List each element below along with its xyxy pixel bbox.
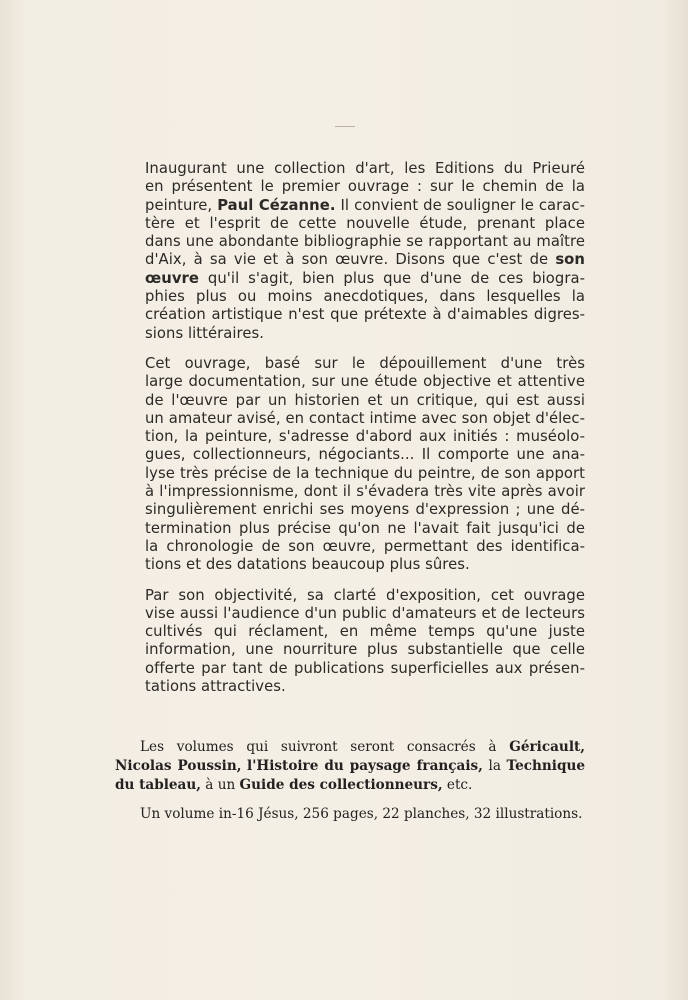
text-fragment: Les volumes qui suivront seront consacrés à <box>140 739 497 755</box>
text-line: offerte par tant de publications superficielles aux présen- <box>145 659 585 677</box>
text-line <box>145 270 585 288</box>
text-line: Par son objectivité, sa clarté d'exposition, cet ouvrage <box>145 586 585 604</box>
text-line: sions littéraires. <box>145 324 265 342</box>
bold-emphasis: son <box>555 251 585 269</box>
text-fragment: à un <box>205 777 236 793</box>
bold-title: Nicolas Poussin, <box>115 758 242 774</box>
text-line: phies plus ou moins anecdotiques, dans lesquelles la <box>145 288 585 306</box>
text-line: singulièrement enrichi ses moyens d'expression ; une dé- <box>145 501 585 519</box>
text-fragment: Il convient de souligner le carac- <box>340 196 585 214</box>
upcoming-volumes <box>115 738 585 795</box>
paragraph-2 <box>145 355 585 575</box>
paragraph-3 <box>145 587 585 697</box>
text-fragment: etc. <box>446 777 473 793</box>
text-line <box>115 776 585 795</box>
presentation-text <box>145 160 585 708</box>
bold-emphasis: œuvre <box>145 269 199 287</box>
text-line: tion, la peinture, s'adresse d'abord aux initiés : muséolo- <box>145 428 585 446</box>
text-line <box>145 197 585 215</box>
bold-title: l'Histoire du paysage français, <box>247 758 483 774</box>
text-fragment: qu'il s'agit, bien plus que d'une de ces biogra- <box>207 269 585 287</box>
bold-title: Guide des collectionneurs, <box>239 777 443 793</box>
text-line: vise aussi l'audience d'un public d'amateurs et de lecteurs <box>145 604 585 622</box>
text-line <box>115 738 585 757</box>
text-line: Un volume in-16 Jésus, 256 pages, 22 planches, 32 illustrations. <box>140 806 583 822</box>
text-line: en présentent le premier ouvrage : sur le chemin de la <box>145 178 585 196</box>
text-line: dans une abondante bibliographie se rapportant au maître <box>145 233 585 251</box>
text-line: Cet ouvrage, basé sur le dépouillement d'une très <box>145 354 585 372</box>
text-line: tère et l'esprit de cette nouvelle étude, prenant place <box>145 214 585 232</box>
text-fragment: la <box>488 758 501 774</box>
text-line: large documentation, sur une étude objective et attentive <box>145 373 585 391</box>
text-line: tations attractives. <box>145 678 286 696</box>
paragraph-1 <box>145 160 585 343</box>
text-fragment: peinture, <box>145 196 213 214</box>
series-announcement <box>115 738 585 834</box>
printer-mark <box>335 126 355 127</box>
text-line: un amateur avisé, en contact intime avec son objet d'élec- <box>145 409 585 427</box>
text-line: lyse très précise de la technique du peintre, de son apport <box>145 464 585 482</box>
text-line: tions et des datations beaucoup plus sûres. <box>145 556 470 574</box>
text-line: termination plus précise qu'on ne l'avait fait jusqu'ici de <box>145 519 585 537</box>
text-line: Inaugurant une collection d'art, les Editions du Prieuré <box>145 160 585 177</box>
text-line: de l'œuvre par un historien et un critique, qui est aussi <box>145 391 585 409</box>
text-line: cultivés qui réclament, en même temps qu'une juste <box>145 623 585 641</box>
text-line: information, une nourriture plus substantielle que celle <box>145 641 585 659</box>
text-fragment: d'Aix, à sa vie et à son œuvre. Disons que c'est de <box>145 251 549 269</box>
text-line: gues, collectionneurs, négociants... Il comporte une ana- <box>145 446 585 464</box>
bold-title: Technique <box>506 758 585 774</box>
text-line: la chronologie de son œuvre, permettant des identifica- <box>145 537 585 555</box>
bold-title: du tableau, <box>115 777 201 793</box>
bold-title: Géricault, <box>509 739 585 755</box>
text-line <box>115 757 585 776</box>
text-line <box>145 251 585 269</box>
volume-specs <box>115 805 585 824</box>
text-line: à l'impressionnisme, dont il s'évadera très vite après avoir <box>145 483 585 501</box>
text-line: création artistique n'est que prétexte à d'aimables digres- <box>145 306 585 324</box>
bold-title: Paul Cézanne. <box>217 196 336 214</box>
